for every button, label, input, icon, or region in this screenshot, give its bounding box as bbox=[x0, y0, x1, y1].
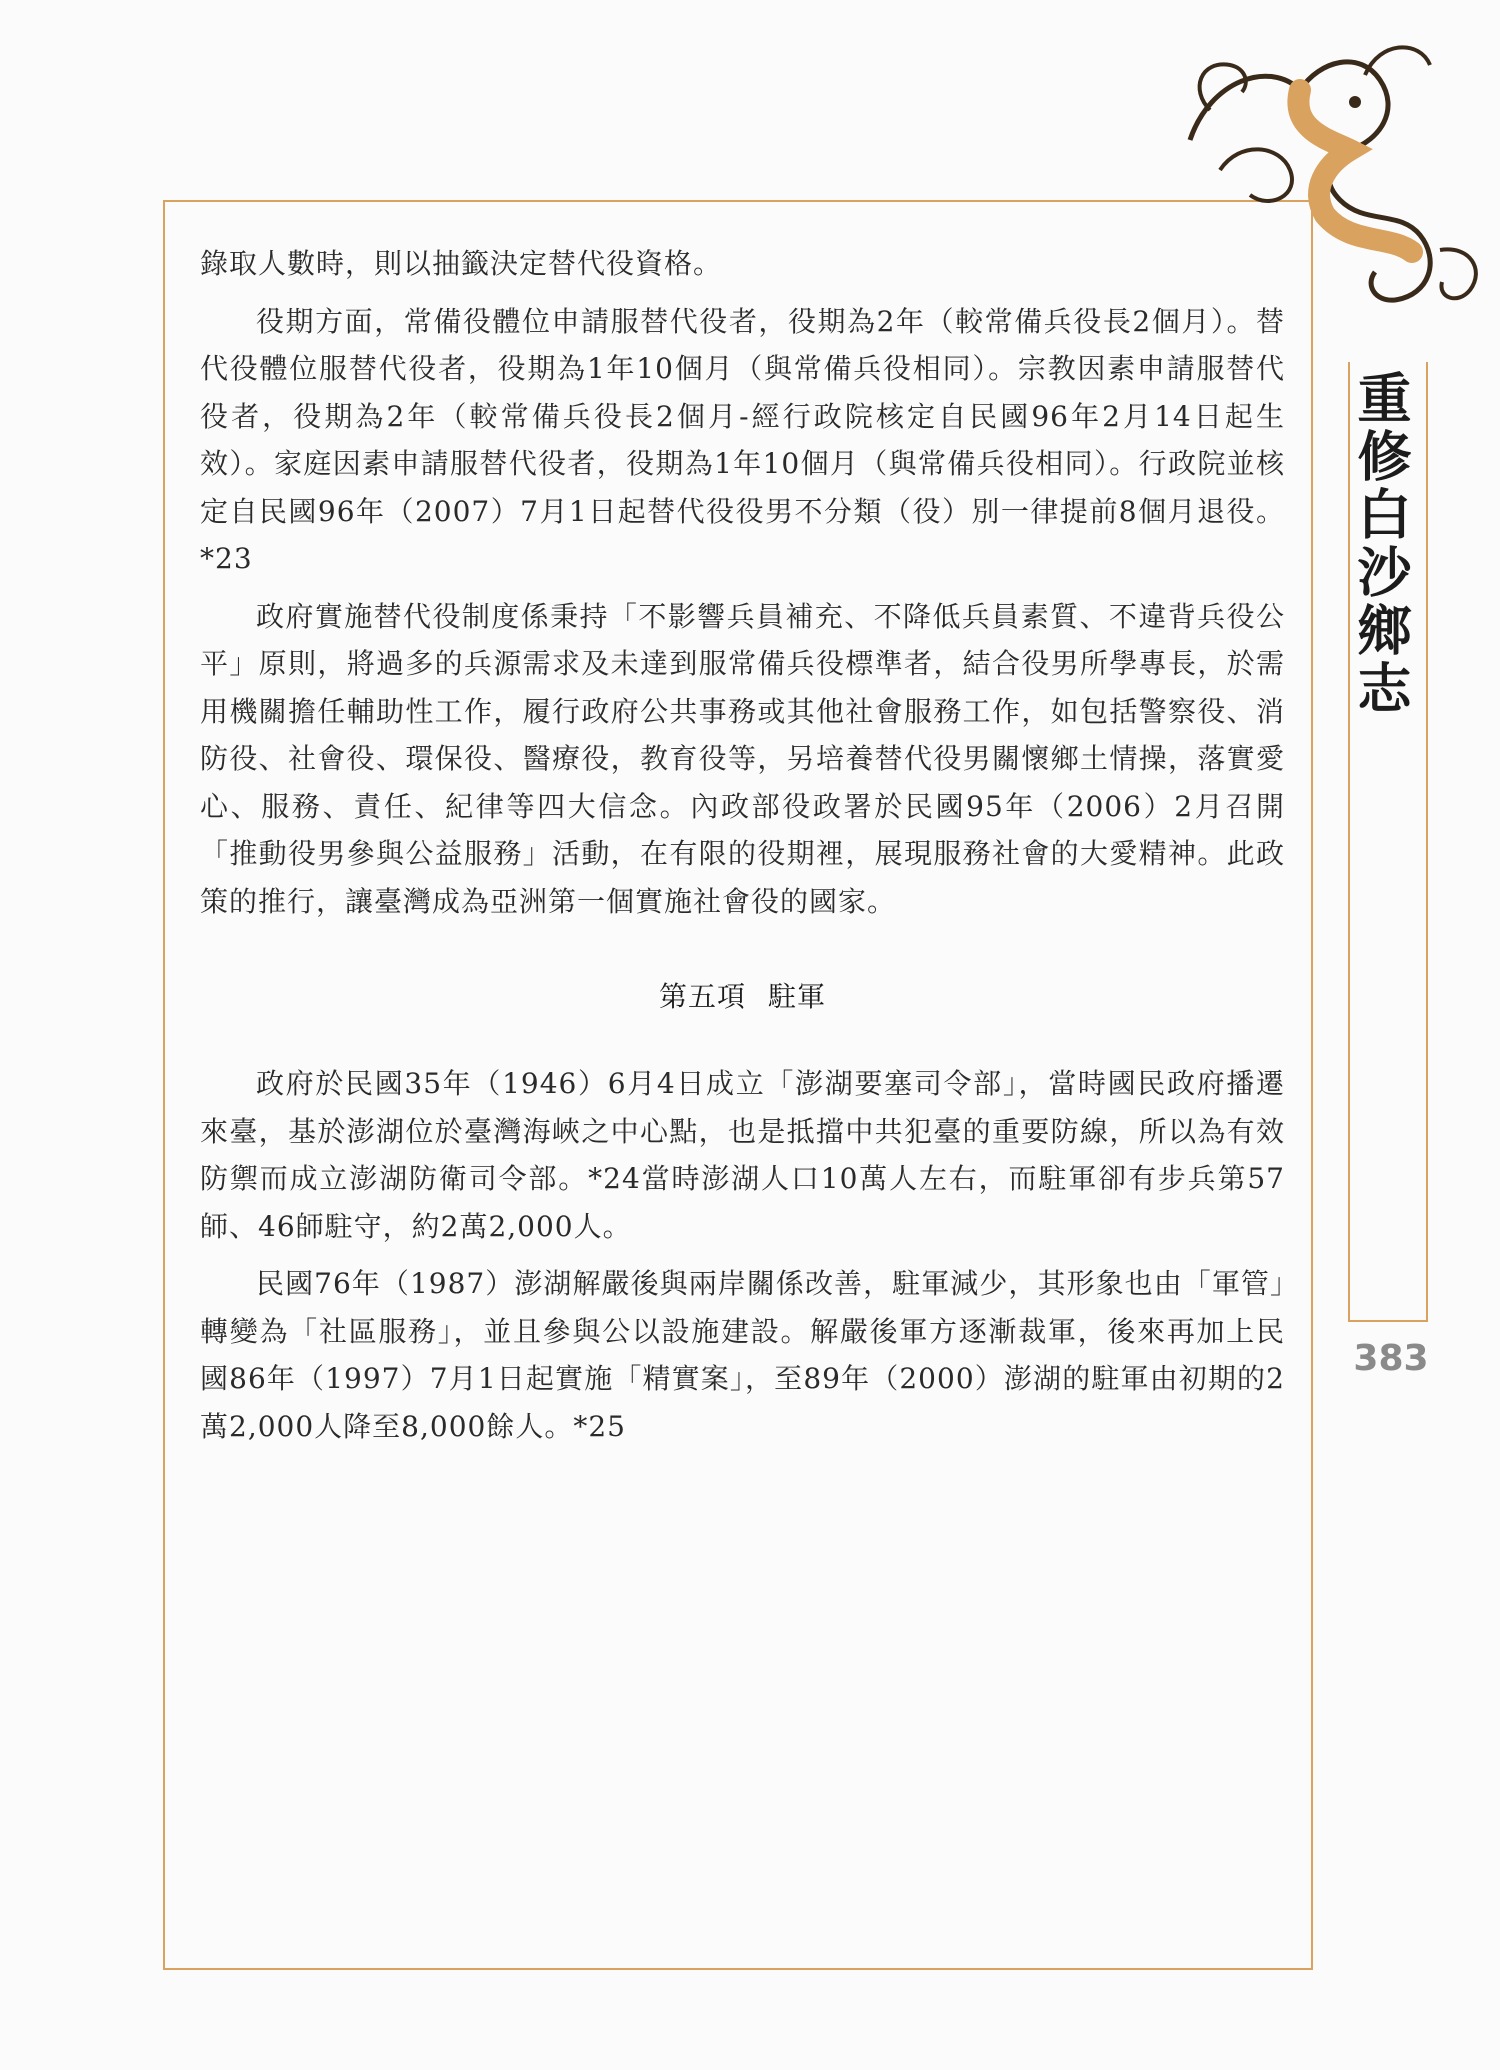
paragraph-5: 民國76年（1987）澎湖解嚴後與兩岸關係改善，駐軍減少，其形象也由「軍管」轉變為「社區服務」，並且參與公以設施建設。解嚴後軍方逐漸裁軍，後來再加上民國86年（1997）7月1日起實施「精實案」，至89年（2000）澎湖的駐軍由初期的2萬2,000人降至8,000餘人。*25 bbox=[200, 1267, 1285, 1443]
paragraph-2: 役期方面，常備役體位申請服替代役者，役期為2年（較常備兵役長2個月）。替代役體位服替代役者，役期為1年10個月（與常備兵役相同）。宗教因素申請服替代役者，役期為2年（較常備兵役長2個月-經行政院核定自民國96年2月14日起生效）。家庭因素申請服替代役者，役期為1年10個月（與常備兵役相同）。行政院並核定自民國96年（2007）7月1日起替代役役男不分類（役）別一律提前8個月退役。*23 bbox=[200, 304, 1285, 575]
page-number: 383 bbox=[1353, 1338, 1429, 1379]
paragraph-3: 政府實施替代役制度係秉持「不影響兵員補充、不降低兵員素質、不違背兵役公平」原則，將過多的兵源需求及未達到服常備兵役標準者，結合役男所學專長，於需用機關擔任輔助性工作，履行政府公共事務或其他社會服務工作，如包括警察役、消防役、社會役、環保役、醫療役，教育役等，另培養替代役男關懷鄉土情操，落實愛心、服務、責任、紀律等四大信念。內政部役政署於民國95年（2006）2月召開「推動役男參與公益服務」活動，在有限的役期裡，展現服務社會的大愛精神。此政策的推行，讓臺灣成為亞洲第一個實施社會役的國家。 bbox=[200, 599, 1285, 918]
section-number: 第五項 bbox=[658, 980, 746, 1013]
section-title: 駐軍 bbox=[768, 980, 827, 1013]
paragraph-4: 政府於民國35年（1946）6月4日成立「澎湖要塞司令部」，當時國民政府播遷來臺，基於澎湖位於臺灣海峽之中心點，也是抵擋中共犯臺的重要防線，所以為有效防禦而成立澎湖防衛司令部。*24當時澎湖人口10萬人左右，而駐軍卻有步兵第57師、46師駐守，約2萬2,000人。 bbox=[200, 1067, 1285, 1243]
main-text bbox=[200, 240, 1285, 1450]
book-title: 重修白沙鄉志 bbox=[1349, 370, 1412, 718]
paragraph-1: 錄取人數時，則以抽籤決定替代役資格。 bbox=[200, 247, 723, 280]
section-heading bbox=[200, 973, 1285, 1020]
